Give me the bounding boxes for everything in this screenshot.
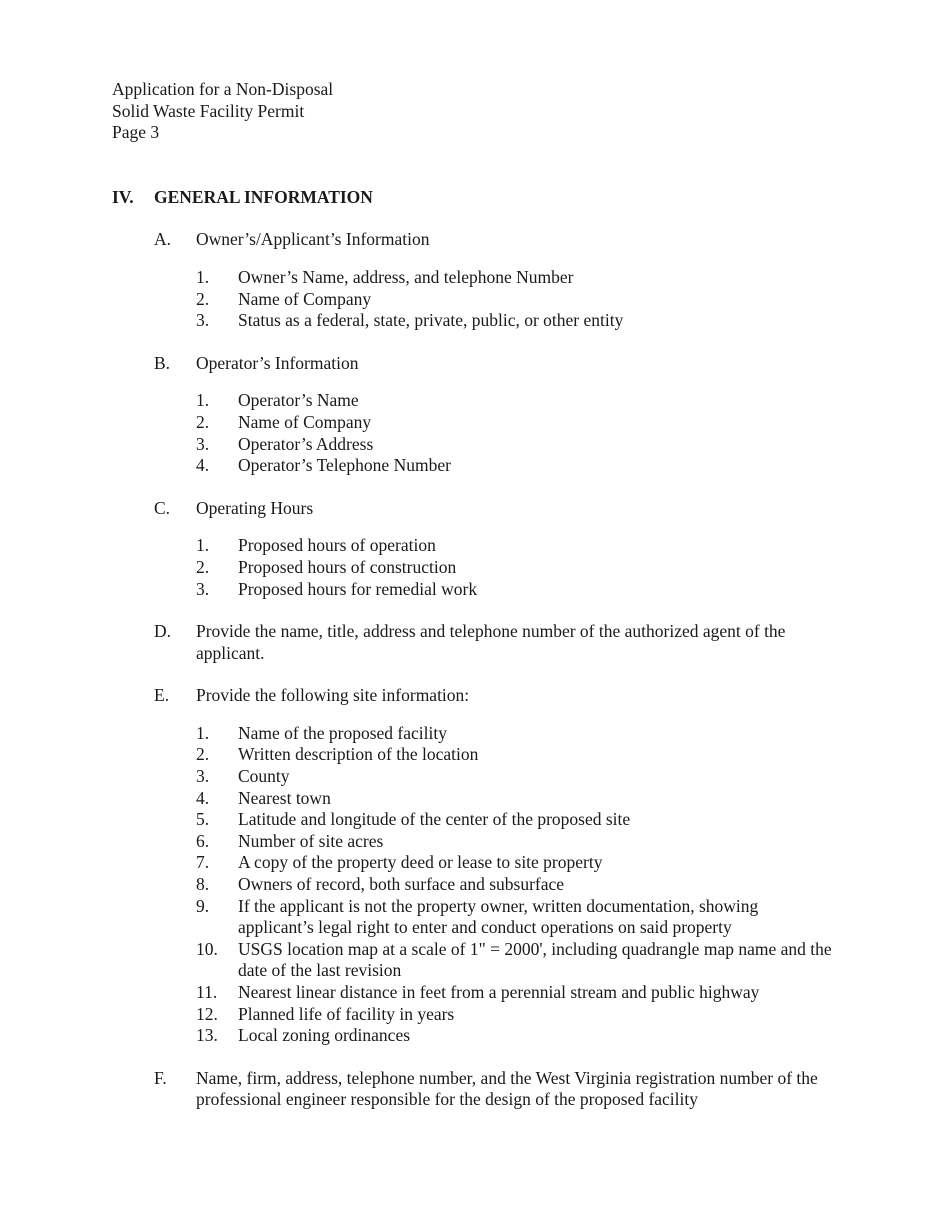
document-page <box>112 79 832 1111</box>
list-item <box>196 744 832 766</box>
list-item <box>196 896 832 939</box>
document-header <box>112 79 832 144</box>
list-item <box>196 535 832 557</box>
list-item-number: 6. <box>196 830 210 851</box>
list-item <box>196 1025 832 1047</box>
list-item <box>196 982 832 1004</box>
list-item-number: 2. <box>196 288 210 309</box>
subsection-text: Name, firm, address, telephone number, and the West Virginia registration number of the professional engineer responsible for the design of the proposed facility <box>196 1067 818 1110</box>
list-item-text: Local zoning ordinances <box>238 1025 411 1046</box>
list-item-number: 3. <box>196 433 210 454</box>
subsection-letter: B. <box>154 352 171 373</box>
list-item-number: 3. <box>196 578 210 599</box>
subsection <box>112 621 832 664</box>
list-item-text: Operator’s Name <box>238 390 359 411</box>
subsection <box>112 685 832 1047</box>
list-item <box>196 723 832 745</box>
subsection <box>112 229 832 331</box>
list-item-text: Proposed hours for remedial work <box>238 578 478 599</box>
list-item-number: 1. <box>196 266 210 287</box>
list-item-text: Nearest linear distance in feet from a perennial stream and public highway <box>238 982 760 1002</box>
list-item-number: 3. <box>196 310 210 331</box>
header-line-1: Application for a Non-Disposal <box>112 79 334 99</box>
subsection-letter: C. <box>154 497 171 518</box>
list-item-number: 4. <box>196 455 210 476</box>
section-heading <box>112 187 832 209</box>
list-item-number: 7. <box>196 852 210 873</box>
list-item-number: 9. <box>196 895 210 916</box>
list-item <box>196 455 832 477</box>
item-list <box>196 535 832 600</box>
subsection-text: Owner’s/Applicant’s Information <box>196 229 430 250</box>
list-item <box>196 874 832 896</box>
section-number: IV. <box>112 186 134 207</box>
subsection-heading <box>154 621 832 664</box>
list-item <box>196 788 832 810</box>
list-item <box>196 579 832 601</box>
list-item-number: 12. <box>196 1003 218 1024</box>
list-item <box>196 557 832 579</box>
list-item <box>196 939 832 982</box>
header-page-number: Page 3 <box>112 122 160 143</box>
list-item-text: USGS location map at a scale of 1" = 2000', including quadrangle map name and the date of the last revision <box>238 938 832 981</box>
subsection-text: Provide the following site information: <box>196 685 470 706</box>
list-item <box>196 766 832 788</box>
item-list <box>196 267 832 332</box>
list-item-text: Owner’s Name, address, and telephone Number <box>238 266 574 287</box>
list-item-text: Written description of the location <box>238 744 479 765</box>
list-item-text: Owners of record, both surface and subsurface <box>238 874 565 895</box>
list-item-number: 2. <box>196 411 210 432</box>
list-item-text: Proposed hours of construction <box>238 556 457 577</box>
section-title: GENERAL INFORMATION <box>154 186 373 207</box>
subsection-text: Operator’s Information <box>196 352 359 373</box>
subsection <box>112 1068 832 1111</box>
list-item-text: Name of Company <box>238 411 372 432</box>
subsection-heading <box>154 685 832 707</box>
subsection-letter: D. <box>154 621 172 642</box>
list-item <box>196 412 832 434</box>
subsection-heading <box>154 498 832 520</box>
subsection-list <box>112 229 832 1111</box>
list-item-text: Proposed hours of operation <box>238 535 436 556</box>
list-item-number: 1. <box>196 390 210 411</box>
list-item <box>196 390 832 412</box>
list-item-text: County <box>238 766 290 787</box>
list-item-text: Latitude and longitude of the center of the proposed site <box>238 809 631 830</box>
list-item-number: 8. <box>196 874 210 895</box>
list-item-text: Status as a federal, state, private, public, or other entity <box>238 310 624 331</box>
list-item-number: 1. <box>196 535 210 556</box>
list-item-number: 13. <box>196 1025 218 1046</box>
list-item <box>196 809 832 831</box>
list-item-text: Name of Company <box>238 288 372 309</box>
item-list <box>196 390 832 476</box>
subsection-heading <box>154 1068 832 1111</box>
list-item-text: Name of the proposed facility <box>238 722 447 743</box>
list-item <box>196 852 832 874</box>
item-list <box>196 723 832 1047</box>
subsection <box>112 498 832 600</box>
list-item <box>196 289 832 311</box>
list-item-number: 5. <box>196 809 210 830</box>
subsection-letter: E. <box>154 685 170 706</box>
list-item-text: If the applicant is not the property owner, written documentation, showing applicant’s legal right to enter and conduct operations on said property <box>238 895 759 938</box>
list-item-number: 1. <box>196 722 210 743</box>
list-item-number: 3. <box>196 766 210 787</box>
list-item-text: Planned life of facility in years <box>238 1003 455 1024</box>
subsection-text: Provide the name, title, address and telephone number of the authorized agent of the applicant. <box>196 621 786 663</box>
list-item-text: Nearest town <box>238 787 331 808</box>
list-item <box>196 310 832 332</box>
list-item-text: Number of site acres <box>238 830 384 851</box>
list-item-number: 2. <box>196 744 210 765</box>
subsection-heading <box>154 229 832 251</box>
list-item-number: 11. <box>196 982 218 1002</box>
list-item-text: A copy of the property deed or lease to site property <box>238 852 603 873</box>
list-item <box>196 434 832 456</box>
list-item-number: 2. <box>196 556 210 577</box>
subsection-text: Operating Hours <box>196 497 314 518</box>
list-item-text: Operator’s Address <box>238 433 374 454</box>
list-item <box>196 1004 832 1026</box>
list-item <box>196 831 832 853</box>
list-item-number: 4. <box>196 787 210 808</box>
subsection-letter: F. <box>154 1067 167 1088</box>
subsection-heading <box>154 353 832 375</box>
list-item <box>196 267 832 289</box>
header-line-2: Solid Waste Facility Permit <box>112 100 305 121</box>
list-item-text: Operator’s Telephone Number <box>238 455 451 476</box>
subsection-letter: A. <box>154 229 172 250</box>
subsection <box>112 353 832 477</box>
list-item-number: 10. <box>196 938 218 959</box>
